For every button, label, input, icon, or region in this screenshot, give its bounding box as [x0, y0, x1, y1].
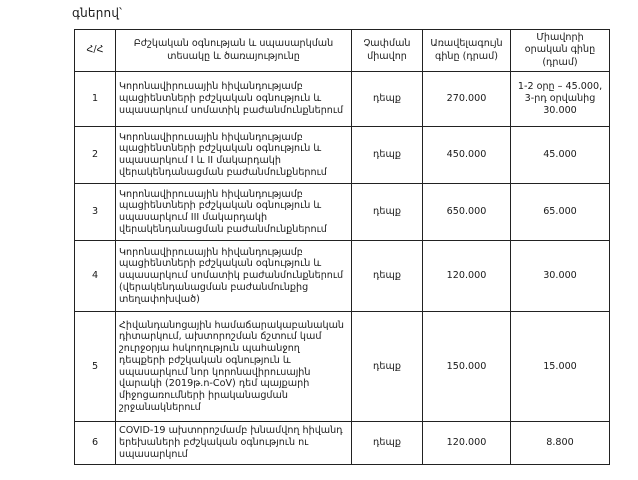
- row-daily-price: 15.000: [511, 312, 610, 422]
- table-row: [75, 422, 610, 465]
- header-price: Առավելագույն գինը (դրամ): [423, 30, 511, 72]
- row-service: Կորոնավիրուսային հիվանդությամբ պացիենտների բժշկական օգնություն և սպասարկում սոմատիկ բաժանմունքներում (վերակենդանացման բաժանմունքից տեղափոխված): [116, 241, 352, 312]
- row-price: 450.000: [423, 127, 511, 184]
- table-row: [75, 127, 610, 184]
- row-price: 120.000: [423, 422, 511, 465]
- table-row: [75, 312, 610, 422]
- row-daily-price: 8.800: [511, 422, 610, 465]
- header-num: Հ/Հ: [75, 30, 116, 72]
- row-price: 270.000: [423, 72, 511, 127]
- row-daily-price: 30.000: [511, 241, 610, 312]
- row-unit: դեպք: [352, 72, 423, 127]
- row-daily-price: 65.000: [511, 184, 610, 241]
- row-unit: դեպք: [352, 127, 423, 184]
- row-service: Կորոնավիրուսային հիվանդությամբ պացիենտների բժշկական օգնություն և սպասարկում I և II մակարդակի վերակենդանացման բաժանմունքներում: [116, 127, 352, 184]
- header-service: Բժշկական օգնության և սպասարկման տեսակը և ծառայությունը: [116, 30, 352, 72]
- row-num: 3: [75, 184, 116, 241]
- header-daily: Միավորի օրական գինը (դրամ): [511, 30, 610, 72]
- row-service: COVID-19 ախտորոշմամբ խնամվող հիվանդ երեխաների բժշկական օգնություն ու սպասարկում: [116, 422, 352, 465]
- row-num: 2: [75, 127, 116, 184]
- row-unit: դեպք: [352, 422, 423, 465]
- row-service: Կորոնավիրուսային հիվանդությամբ պացիենտների բժշկական օգնություն և սպասարկում սոմատիկ բաժանմունքներում: [116, 72, 352, 127]
- row-service: Կորոնավիրուսային հիվանդությամբ պացիենտների բժշկական օգնություն և սպասարկում III մակարդակի վերակենդանացման բաժանմունքներում: [116, 184, 352, 241]
- row-num: 6: [75, 422, 116, 465]
- row-daily-price: 45.000: [511, 127, 610, 184]
- header-unit: Չափման միավոր: [352, 30, 423, 72]
- row-price: 150.000: [423, 312, 511, 422]
- row-num: 4: [75, 241, 116, 312]
- tariff-table: [74, 29, 610, 465]
- row-price: 120.000: [423, 241, 511, 312]
- table-row: [75, 72, 610, 127]
- row-price: 650.000: [423, 184, 511, 241]
- row-unit: դեպք: [352, 312, 423, 422]
- row-num: 5: [75, 312, 116, 422]
- intro-text: գներով՝: [72, 6, 123, 20]
- table-row: [75, 241, 610, 312]
- row-num: 1: [75, 72, 116, 127]
- row-unit: դեպք: [352, 241, 423, 312]
- row-daily-price: 1-2 օրը – 45.000, 3-րդ օրվանից 30.000: [511, 72, 610, 127]
- row-service: Հիվանդանոցային համաճարակաբանական դիտարկում, ախտորոշման ճշտում կամ շուրջօրյա հսկողություն պահանջող դեպքերի բժշկական օգնություն և սպասարկում նոր կորոնավիրուսային վարակի (2019թ.n-CoV) դեմ պայքարի միջոցառումների իրականացման շրջանակներում: [116, 312, 352, 422]
- table-row: [75, 184, 610, 241]
- row-unit: դեպք: [352, 184, 423, 241]
- table-header-row: [75, 30, 610, 72]
